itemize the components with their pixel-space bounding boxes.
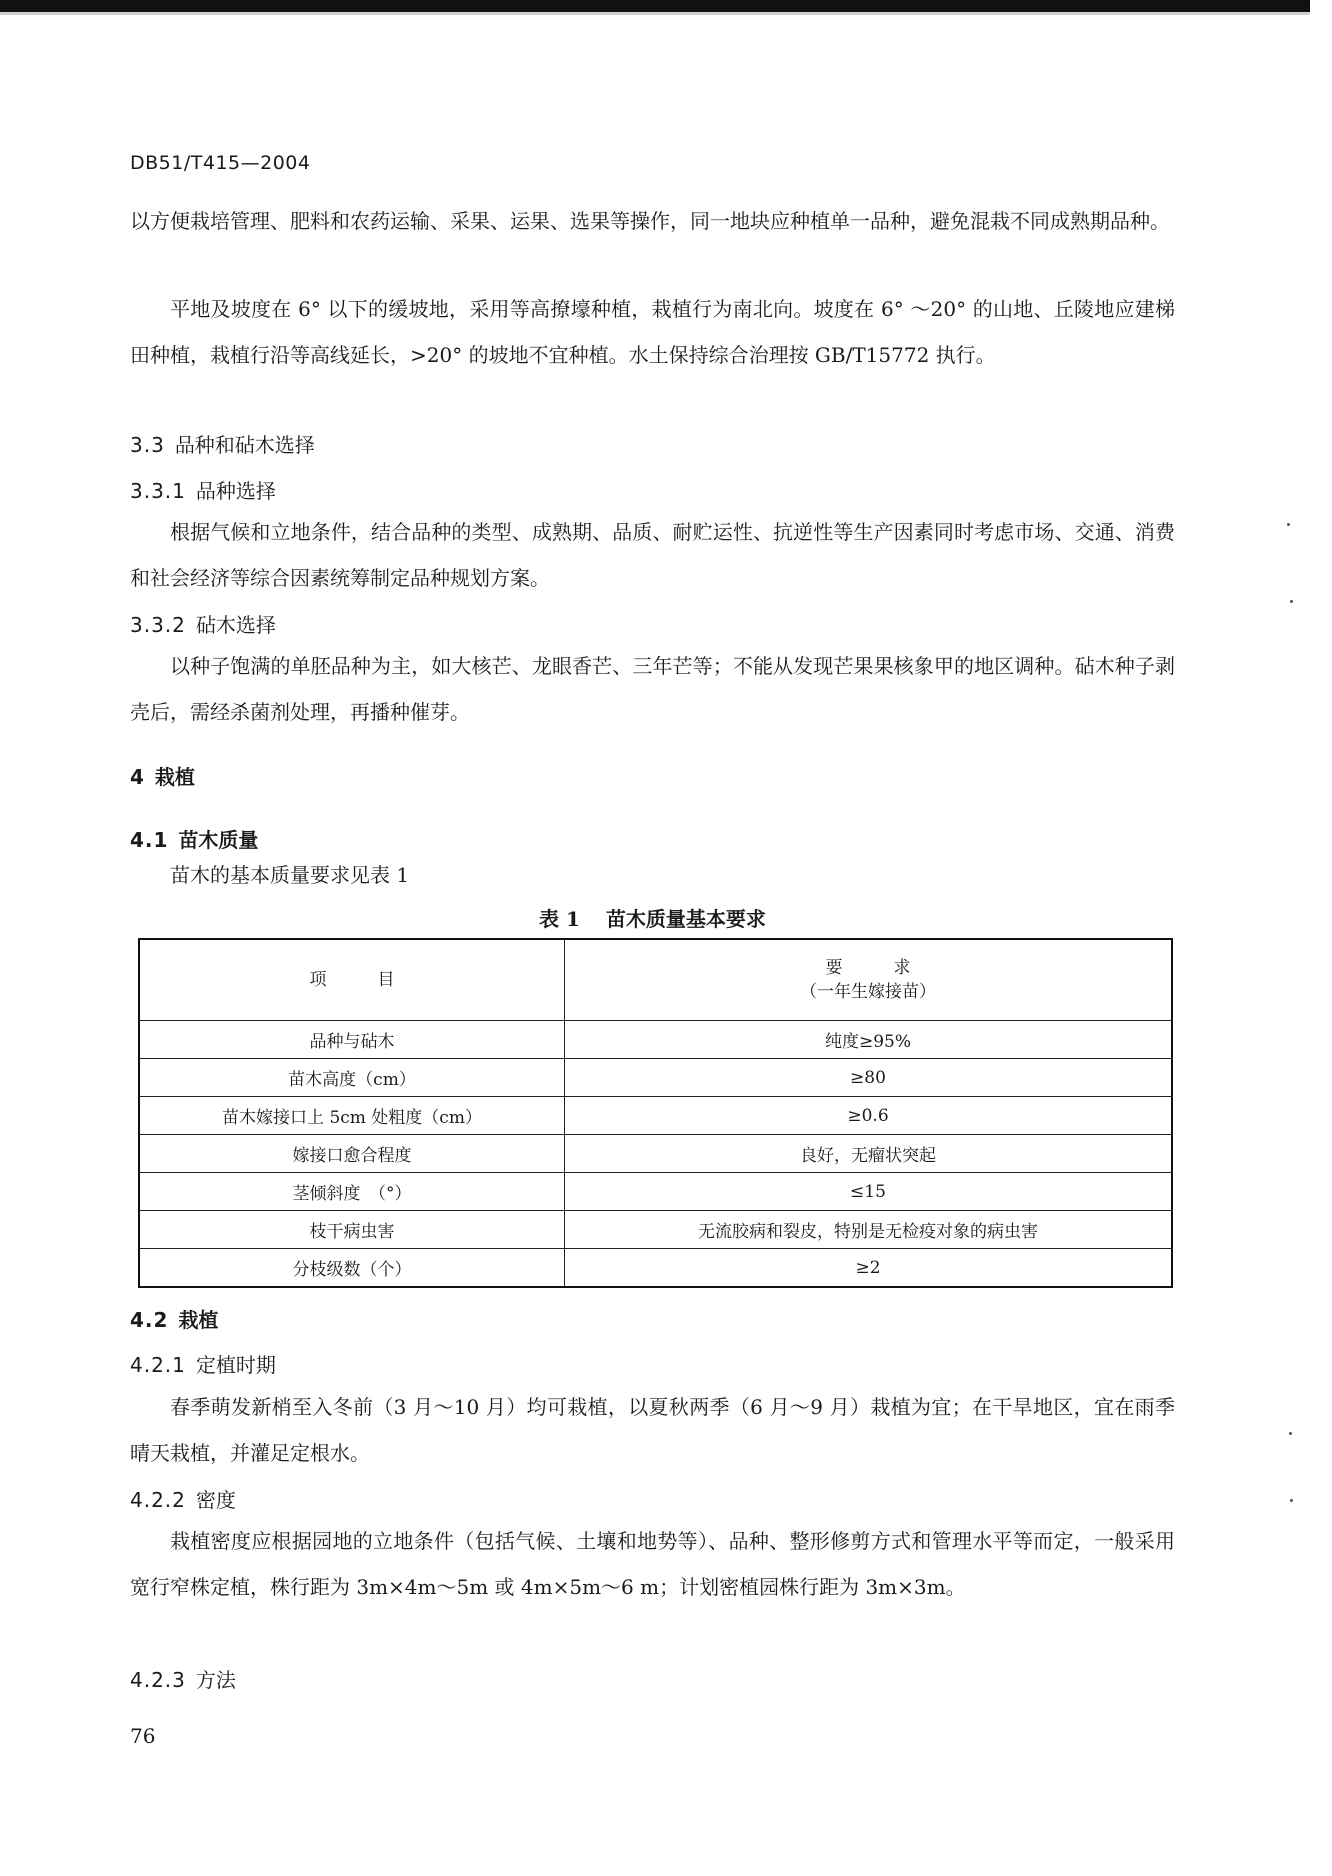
table-header-row bbox=[139, 939, 1172, 1021]
header-requirement-subtitle: （一年生嫁接苗） bbox=[800, 982, 936, 1002]
header-item: 项 目 bbox=[139, 939, 565, 1021]
table-row bbox=[139, 1173, 1172, 1211]
section-title: 栽植 bbox=[178, 1308, 219, 1332]
scan-speck bbox=[1287, 523, 1290, 526]
row-item: 枝干病虫害 bbox=[139, 1211, 565, 1249]
table-row bbox=[139, 1135, 1172, 1173]
section-number: 4.2.3 bbox=[130, 1668, 186, 1692]
section-number: 4 bbox=[130, 765, 145, 789]
paragraph-5: 苗木的基本质量要求见表 1 bbox=[170, 863, 410, 887]
section-title: 方法 bbox=[195, 1668, 236, 1692]
section-title: 定植时期 bbox=[195, 1353, 276, 1377]
header-requirement-title: 要 求 bbox=[825, 958, 911, 978]
row-requirement: ≥2 bbox=[565, 1249, 1173, 1288]
section-title: 密度 bbox=[195, 1488, 236, 1512]
row-requirement: ≥80 bbox=[565, 1059, 1173, 1097]
section-number: 3.3.2 bbox=[130, 613, 186, 637]
row-item: 分枝级数（个） bbox=[139, 1249, 565, 1288]
paragraph-6: 春季萌发新梢至入冬前（3 月～10 月）均可栽植，以夏秋两季（6 月～9 月）栽植为宜；在干旱地区，宜在雨季晴天栽植，并灌足定根水。 bbox=[130, 1395, 1175, 1465]
paragraph-2: 平地及坡度在 6° 以下的缓坡地，采用等高撩壕种植，栽植行为南北向。坡度在 6° ～20° 的山地、丘陵地应建梯田种植，栽植行沿等高线延长，>20° 的坡地不宜种植。水土保持综合治理按 GB/T15772 执行。 bbox=[130, 297, 1175, 367]
scan-top-border bbox=[0, 0, 1310, 12]
table-row bbox=[139, 1021, 1172, 1059]
section-title: 品种和砧木选择 bbox=[174, 433, 315, 457]
row-requirement: ≤15 bbox=[565, 1173, 1173, 1211]
row-requirement: 良好，无瘤状突起 bbox=[565, 1135, 1173, 1173]
row-requirement: 纯度≥95% bbox=[565, 1021, 1173, 1059]
section-3-3 bbox=[130, 429, 315, 458]
scan-speck bbox=[1290, 600, 1293, 603]
table-caption-label: 表 1 bbox=[539, 907, 580, 931]
row-requirement: 无流胶病和裂皮，特别是无检疫对象的病虫害 bbox=[565, 1211, 1173, 1249]
document-id: DB51/T415—2004 bbox=[130, 152, 311, 174]
seedling-quality-table bbox=[138, 938, 1173, 1288]
section-title: 苗木质量 bbox=[178, 828, 259, 852]
paragraph-3: 根据气候和立地条件，结合品种的类型、成熟期、品质、耐贮运性、抗逆性等生产因素同时考虑市场、交通、消费和社会经济等综合因素统筹制定品种规划方案。 bbox=[130, 520, 1175, 590]
section-number: 4.1 bbox=[130, 828, 169, 852]
section-number: 4.2.1 bbox=[130, 1353, 186, 1377]
section-number: 4.2.2 bbox=[130, 1488, 186, 1512]
section-title: 砧木选择 bbox=[195, 613, 276, 637]
row-item: 茎倾斜度 （°） bbox=[139, 1173, 565, 1211]
row-item: 嫁接口愈合程度 bbox=[139, 1135, 565, 1173]
section-number: 3.3 bbox=[130, 433, 165, 457]
scan-speck bbox=[1289, 1432, 1292, 1435]
table-row bbox=[139, 1059, 1172, 1097]
scan-top-border-shadow bbox=[0, 12, 1310, 15]
table-row bbox=[139, 1097, 1172, 1135]
row-requirement: ≥0.6 bbox=[565, 1097, 1173, 1135]
row-item: 苗木嫁接口上 5cm 处粗度（cm） bbox=[139, 1097, 565, 1135]
section-title: 栽植 bbox=[154, 765, 195, 789]
section-4-1 bbox=[130, 824, 258, 853]
table-caption bbox=[130, 903, 1175, 932]
section-title: 品种选择 bbox=[195, 479, 276, 503]
section-number: 4.2 bbox=[130, 1308, 169, 1332]
page-number: 76 bbox=[130, 1724, 156, 1748]
section-4-2-3 bbox=[130, 1664, 236, 1693]
section-4 bbox=[130, 761, 195, 790]
table-caption-title: 苗木质量基本要求 bbox=[605, 907, 766, 931]
table-row bbox=[139, 1249, 1172, 1288]
paragraph-1: 以方便栽培管理、肥料和农药运输、采果、运果、选果等操作，同一地块应种植单一品种，避免混栽不同成熟期品种。 bbox=[130, 209, 1170, 233]
section-number: 3.3.1 bbox=[130, 479, 186, 503]
row-item: 品种与砧木 bbox=[139, 1021, 565, 1059]
section-4-2-1 bbox=[130, 1349, 276, 1378]
table-row bbox=[139, 1211, 1172, 1249]
section-3-3-2 bbox=[130, 609, 276, 638]
section-4-2-2 bbox=[130, 1484, 236, 1513]
section-4-2 bbox=[130, 1304, 218, 1333]
section-3-3-1 bbox=[130, 475, 276, 504]
paragraph-4: 以种子饱满的单胚品种为主，如大核芒、龙眼香芒、三年芒等；不能从发现芒果果核象甲的地区调种。砧木种子剥壳后，需经杀菌剂处理，再播种催芽。 bbox=[130, 654, 1175, 724]
row-item: 苗木高度（cm） bbox=[139, 1059, 565, 1097]
paragraph-7: 栽植密度应根据园地的立地条件（包括气候、土壤和地势等）、品种、整形修剪方式和管理水平等而定，一般采用宽行窄株定植，株行距为 3m×4m～5m 或 4m×5m～6 m；计划密植园株行距为 3m×3m。 bbox=[130, 1529, 1175, 1599]
scan-speck bbox=[1290, 1499, 1293, 1502]
header-requirement bbox=[565, 939, 1173, 1021]
